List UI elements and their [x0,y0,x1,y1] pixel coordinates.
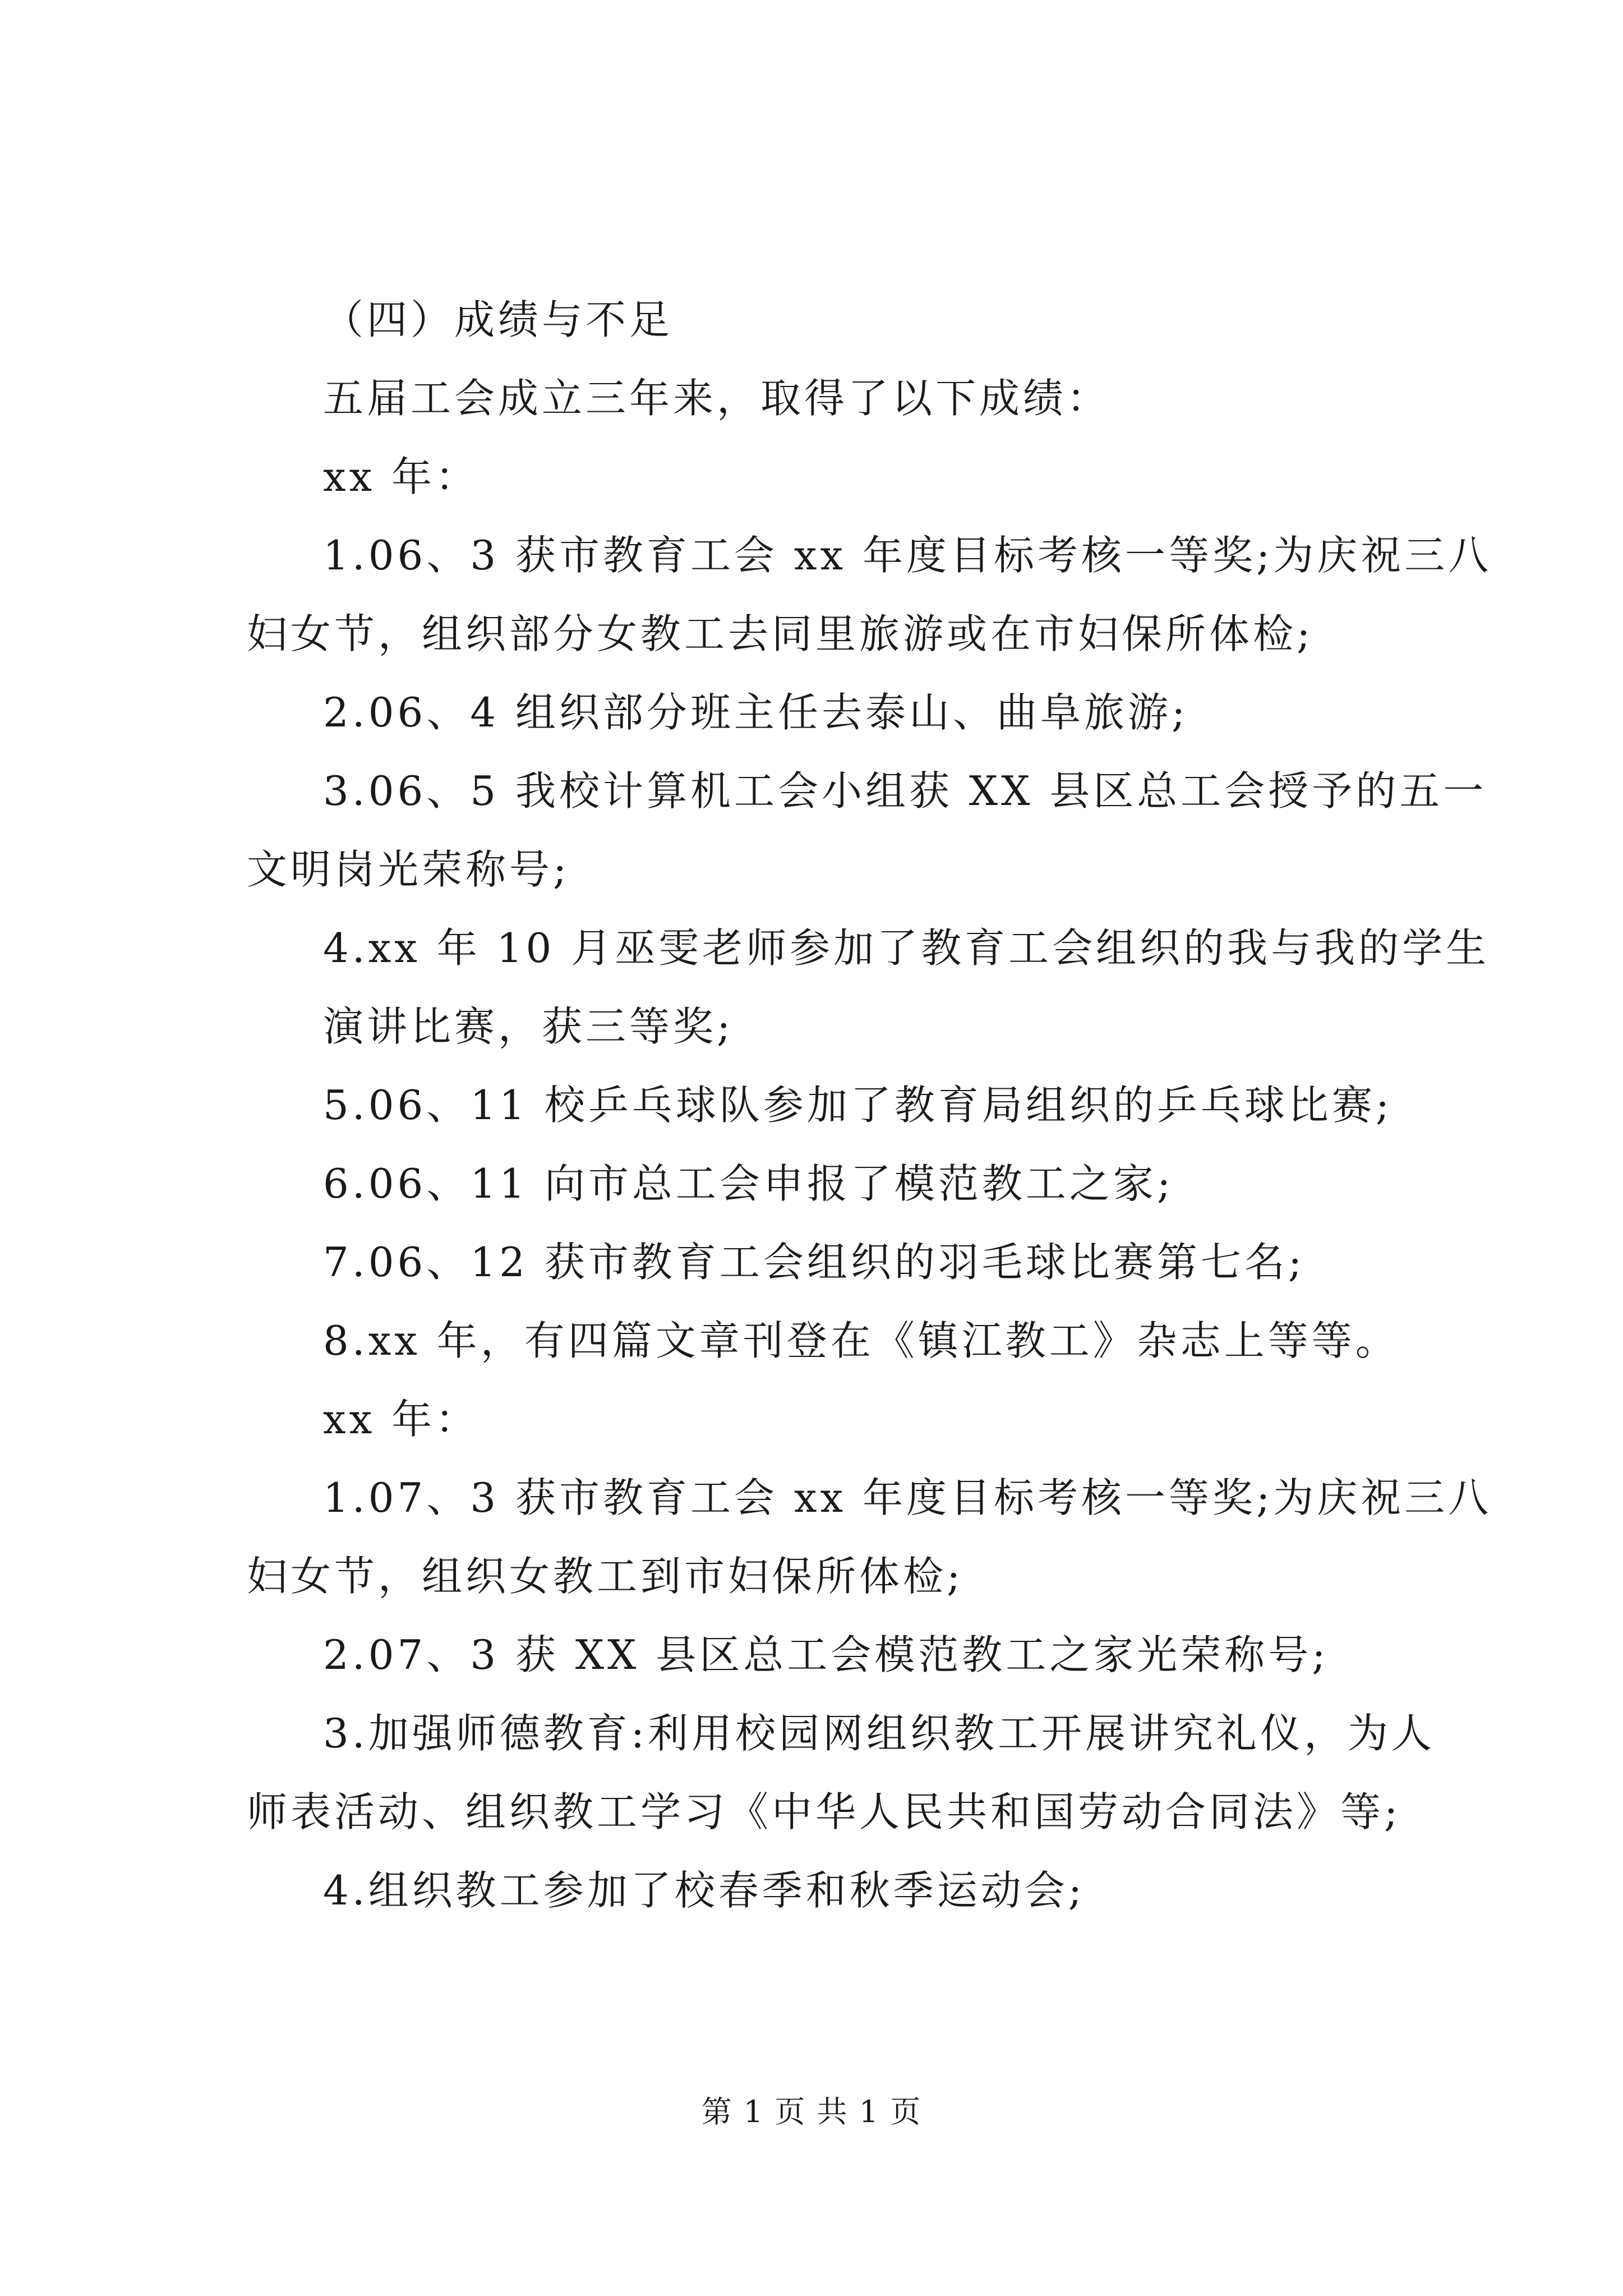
text-line: 妇女节，组织部分女教工去同里旅游或在市妇保所体检; [247,610,1314,657]
year-heading: xx 年： [323,1396,479,1443]
text-line: 1.06、3 获市教育工会 xx 年度目标考核一等奖;为庆祝三八 [323,532,1492,579]
text-line: 3.06、5 我校计算机工会小组获 XX 县区总工会授予的五一 [323,767,1487,815]
text-line: 4.组织教工参加了校春季和秋季运动会; [323,1867,1085,1914]
text-line: 7.06、12 获市教育工会组织的羽毛球比赛第七名; [323,1239,1306,1286]
text-line: 师表活动、组织教工学习《中华人民共和国劳动合同法》等; [247,1788,1401,1835]
text-line: 3.加强师德教育:利用校园网组织教工开展讲究礼仪，为人 [323,1710,1435,1757]
text-line: 2.06、4 组织部分班主任去泰山、曲阜旅游; [323,689,1189,736]
year-heading: xx 年： [323,453,479,500]
text-line: 2.07、3 获 XX 县区总工会模范教工之家光荣称号; [323,1631,1329,1678]
text-line: 8.xx 年，有四篇文章刊登在《镇江教工》杂志上等等。 [323,1317,1399,1364]
text-line: 6.06、11 向市总工会申报了模范教工之家; [323,1160,1174,1207]
text-line: 5.06、11 校乒乓球队参加了教育局组织的乒乓球比赛; [323,1082,1393,1129]
intro-paragraph: 五届工会成立三年来，取得了以下成绩： [323,375,1111,422]
section-heading: （四）成绩与不足 [323,296,674,343]
text-line: 妇女节，组织女教工到市妇保所体检; [247,1553,964,1600]
page-footer: 第 1 页 共 1 页 [701,2094,922,2129]
text-line: 演讲比赛，获三等奖; [323,1003,734,1050]
document-body [247,292,1492,1918]
text-line: 4.xx 年 10 月巫雯老师参加了教育工会组织的我与我的学生 [323,924,1490,972]
text-line: 文明岗光荣称号; [247,846,570,893]
text-line: 1.07、3 获市教育工会 xx 年度目标考核一等奖;为庆祝三八 [323,1474,1492,1521]
